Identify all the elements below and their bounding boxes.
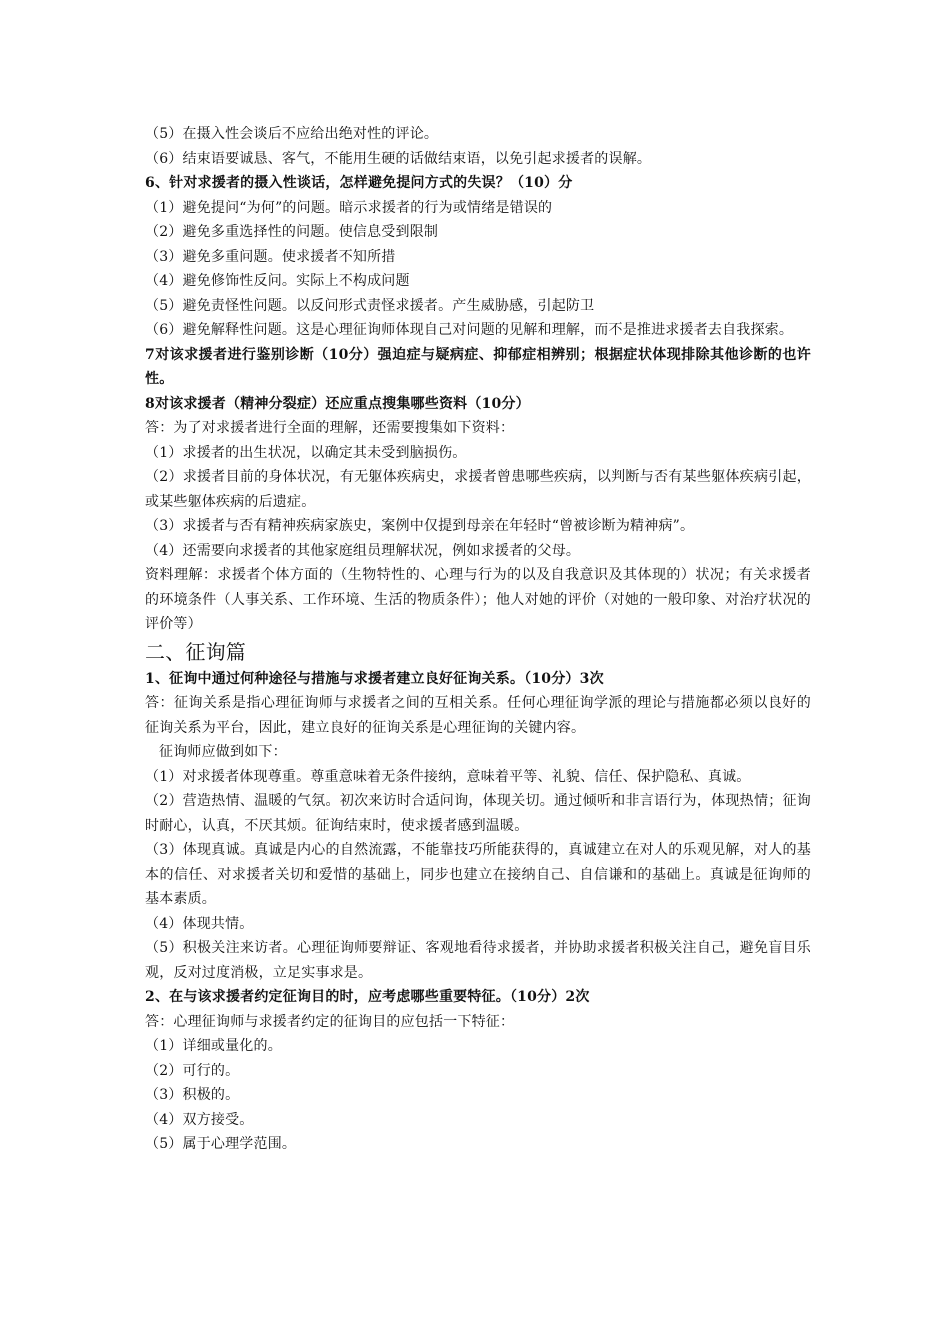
paragraph: （2）避免多重选择性的问题。使信息受到限制 xyxy=(145,224,439,240)
paragraph: （1）求援者的出生状况，以确定其未受到脑损伤。 xyxy=(145,444,467,461)
paragraph: 答：征询关系是指心理征询师与求援者之间的互相关系。任何心理征询学派的理论与措施都必须以良好的征询关系为平台，因此，建立良好的征询关系是心理征询的关键内容。 xyxy=(145,695,811,736)
paragraph: 资料理解：求援者个体方面的（生物特性的、心理与行为的以及自我意识及其体现的）状况；有关求援者的环境条件（人事关系、工作环境、生活的物质条件）；他人对她的评价（对她的一般印象、对治疗状况的评价等） xyxy=(145,567,811,632)
paragraph: （6）避免解释性问题。这是心理征询师体现自己对问题的见解和理解，而不是推进求援者去自我探索。 xyxy=(145,322,794,338)
paragraph: 征询师应做到如下： xyxy=(159,744,287,760)
list-item: （5）属于心理学范围。 xyxy=(145,1136,297,1152)
question-heading: 6、针对求援者的摄入性谈话，怎样避免提问方式的失误？（10）分 xyxy=(145,175,573,191)
paragraph: （3）避免多重问题。使求援者不知所措 xyxy=(145,248,396,265)
question-heading: 2、在与该求援者约定征询目的时，应考虑哪些重要特征。（10分）2次 xyxy=(145,989,590,1005)
question-heading: 1、征询中通过何种途径与措施与求援者建立良好征询关系。（10分）3次 xyxy=(145,670,604,687)
paragraph: （1）对求援者体现尊重。尊重意味着无条件接纳，意味着平等、礼貌、信任、保护隐私、真诚。 xyxy=(145,768,751,785)
paragraph: （5）积极关注来访者。心理征询师要辩证、客观地看待求援者，并协助求援者积极关注自己，避免盲目乐观，反对过度消极，立足实事求是。 xyxy=(145,940,811,981)
paragraph: （5）避免责怪性问题。以反问形式责怪求援者。产生威胁感，引起防卫 xyxy=(145,297,595,314)
paragraph: 答：心理征询师与求援者约定的征询目的应包括一下特征： xyxy=(145,1013,515,1030)
question-heading: 7对该求援者进行鉴别诊断（10分）强迫症与疑病症、抑郁症相辨别；根据症状体现排除其他诊断的也许性。 xyxy=(145,346,811,387)
section-heading: 二、征询篇 xyxy=(145,639,246,664)
paragraph: （6）结束语要诚恳、客气，不能用生硬的话做结束语，以免引起求援者的误解。 xyxy=(145,150,652,167)
paragraph: （4）还需要向求援者的其他家庭组员理解状况，例如求援者的父母。 xyxy=(145,542,581,559)
list-item: （4）双方接受。 xyxy=(145,1111,254,1128)
list-item: （2）可行的。 xyxy=(145,1062,240,1079)
paragraph: （3）求援者与否有精神疾病家族史，案例中仅提到母亲在年轻时“曾被诊断为精神病”。 xyxy=(145,518,695,534)
paragraph: （5）在摄入性会谈后不应给出绝对性的评论。 xyxy=(145,126,439,142)
list-item: （1）详细或量化的。 xyxy=(145,1038,282,1054)
list-item: （3）积极的。 xyxy=(145,1087,240,1103)
paragraph: 答：为了对求援者进行全面的理解，还需要搜集如下资料： xyxy=(145,420,515,436)
paragraph: （2）求援者目前的身体状况，有无躯体疾病史，求援者曾患哪些疾病，以判断与否有某些躯体疾病引起，或某些躯体疾病的后遗症。 xyxy=(145,469,811,510)
question-heading: 8对该求援者（精神分裂症）还应重点搜集哪些资料（10分） xyxy=(145,395,530,412)
paragraph: （3）体现真诚。真诚是内心的自然流露，不能靠技巧所能获得的，真诚建立在对人的乐观见解，对人的基本的信任、对求援者关切和爱惜的基础上，同步也建立在接纳自己、自信谦和的基础上。真诚是征询师的基本素质。 xyxy=(145,842,811,907)
document-page xyxy=(145,122,811,1157)
paragraph: （1）避免提问“为何”的问题。暗示求援者的行为或情绪是错误的 xyxy=(145,199,553,216)
paragraph: （4）体现共情。 xyxy=(145,915,254,932)
paragraph: （4）避免修饰性反问。实际上不构成问题 xyxy=(145,273,410,289)
paragraph: （2）营造热情、温暖的气氛。初次来访时合适问询，体现关切。通过倾听和非言语行为，体现热情；征询时耐心，认真，不厌其烦。征询结束时，使求援者感到温暖。 xyxy=(145,793,811,834)
